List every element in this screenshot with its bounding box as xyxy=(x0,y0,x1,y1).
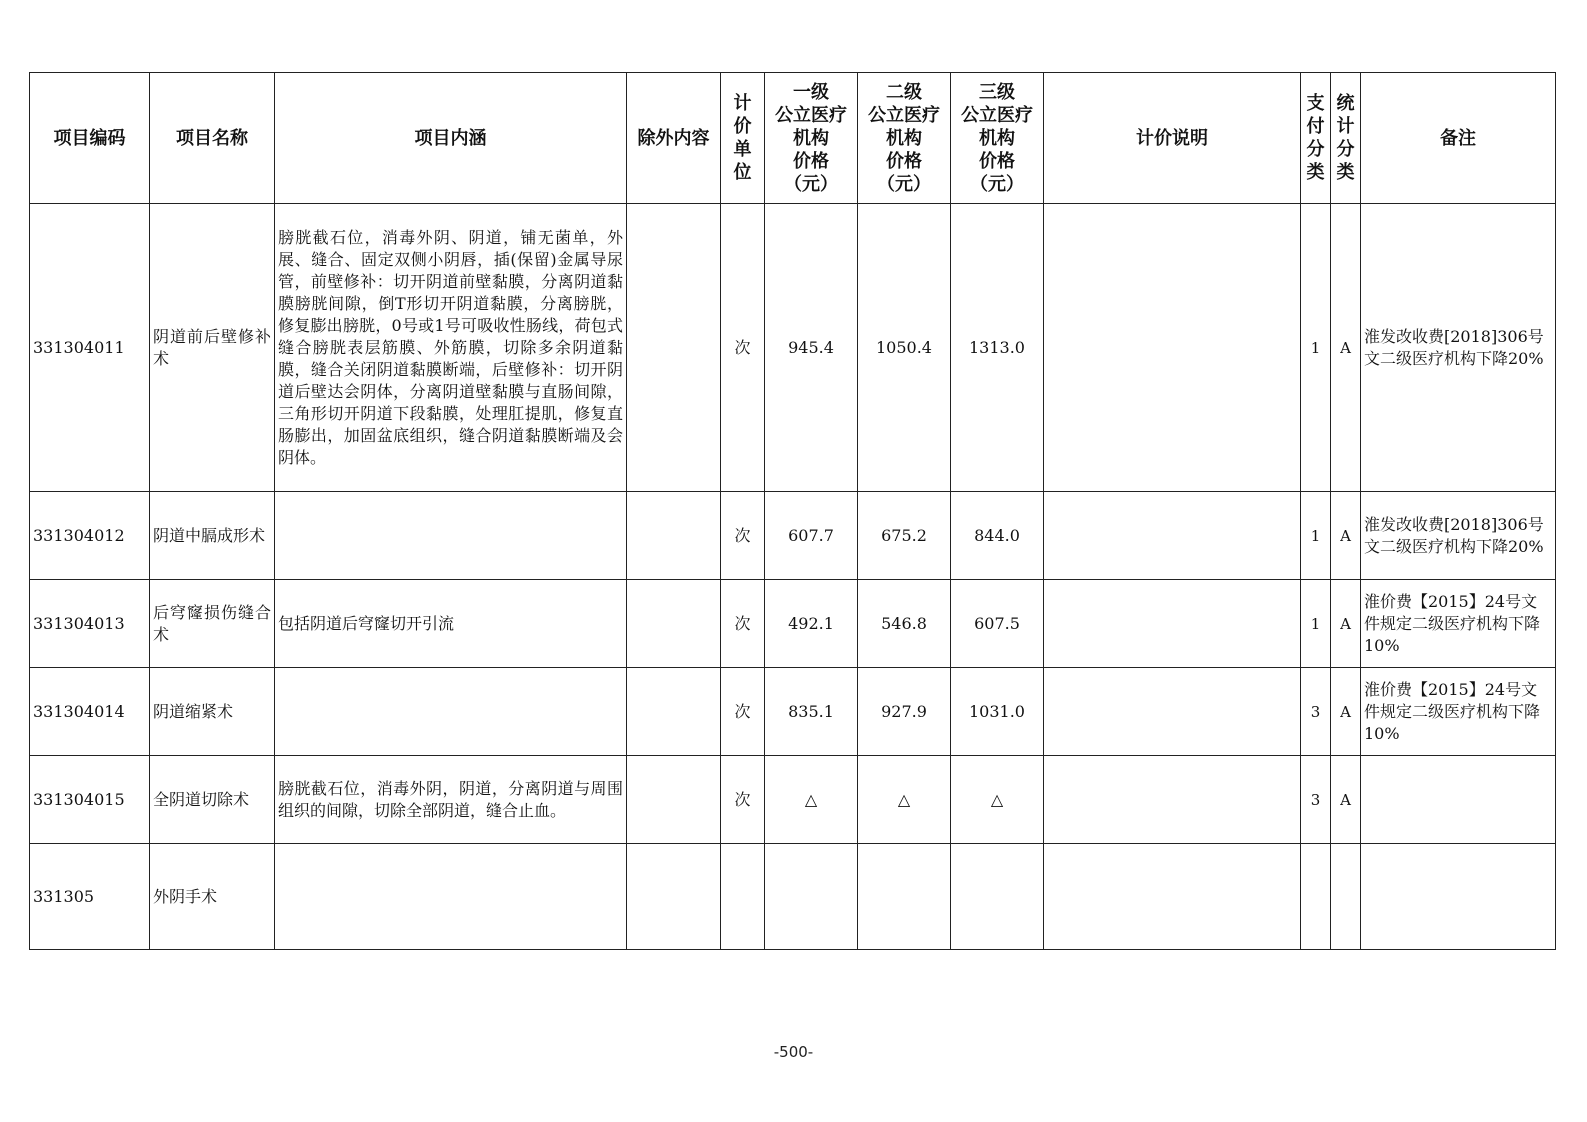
cell-excluded xyxy=(627,756,721,844)
header-name: 项目名称 xyxy=(150,73,275,204)
header-code: 项目编码 xyxy=(30,73,150,204)
cell-price-level1: 492.1 xyxy=(765,580,858,668)
cell-excluded xyxy=(627,492,721,580)
cell-name: 阴道缩紧术 xyxy=(150,668,275,756)
cell-price-level1 xyxy=(765,844,858,950)
header-price-level2: 二级 公立医疗 机构 价格 （元） xyxy=(858,73,951,204)
cell-payment-class: 3 xyxy=(1301,668,1331,756)
header-content: 项目内涵 xyxy=(275,73,627,204)
cell-excluded xyxy=(627,844,721,950)
cell-unit: 次 xyxy=(721,492,765,580)
header-row xyxy=(30,73,1556,204)
cell-pricing-note xyxy=(1044,204,1301,492)
cell-price-level3: 844.0 xyxy=(951,492,1044,580)
cell-price-level3 xyxy=(951,844,1044,950)
cell-price-level3: 1031.0 xyxy=(951,668,1044,756)
cell-stat-class: A xyxy=(1331,668,1361,756)
cell-content: 包括阴道后穹窿切开引流 xyxy=(275,580,627,668)
cell-price-level2: 675.2 xyxy=(858,492,951,580)
cell-name: 阴道前后壁修补术 xyxy=(150,204,275,492)
cell-payment-class: 1 xyxy=(1301,492,1331,580)
cell-price-level3: 607.5 xyxy=(951,580,1044,668)
cell-payment-class: 1 xyxy=(1301,204,1331,492)
cell-payment-class: 3 xyxy=(1301,756,1331,844)
cell-unit: 次 xyxy=(721,668,765,756)
cell-content xyxy=(275,492,627,580)
header-pricing-note: 计价说明 xyxy=(1044,73,1301,204)
cell-price-level2: 1050.4 xyxy=(858,204,951,492)
header-price-level1: 一级 公立医疗 机构 价格 （元） xyxy=(765,73,858,204)
cell-payment-class xyxy=(1301,844,1331,950)
cell-unit: 次 xyxy=(721,580,765,668)
cell-stat-class: A xyxy=(1331,492,1361,580)
page-number: -500- xyxy=(773,1043,814,1061)
cell-content: 膀胱截石位，消毒外阴、阴道，铺无菌单，外展、缝合、固定双侧小阴唇，插(保留)金属导尿管，前壁修补：切开阴道前壁黏膜，分离阴道黏膜膀胱间隙，倒T形切开阴道黏膜，分离膀胱，修复膨出膀胱，0号或1号可吸收性肠线，荷包式缝合膀胱表层筋膜、外筋膜，切除多余阴道黏膜，缝合关闭阴道黏膜断端，后壁修补：切开阴道后壁达会阴体，分离阴道壁黏膜与直肠间隙，三角形切开阴道下段黏膜，处理肛提肌，修复直肠膨出，加固盆底组织，缝合阴道黏膜断端及会阴体。 xyxy=(275,204,627,492)
cell-unit: 次 xyxy=(721,756,765,844)
cell-remark xyxy=(1361,844,1556,950)
cell-pricing-note xyxy=(1044,844,1301,950)
cell-name: 全阴道切除术 xyxy=(150,756,275,844)
cell-pricing-note xyxy=(1044,668,1301,756)
cell-pricing-note xyxy=(1044,492,1301,580)
table-row xyxy=(30,756,1556,844)
cell-name: 后穹窿损伤缝合术 xyxy=(150,580,275,668)
table-row xyxy=(30,492,1556,580)
cell-remark xyxy=(1361,756,1556,844)
cell-remark: 淮价费【2015】24号文件规定二级医疗机构下降10% xyxy=(1361,580,1556,668)
cell-stat-class xyxy=(1331,844,1361,950)
table-row xyxy=(30,580,1556,668)
cell-excluded xyxy=(627,668,721,756)
table-row xyxy=(30,668,1556,756)
cell-name: 阴道中膈成形术 xyxy=(150,492,275,580)
cell-price-level1: 835.1 xyxy=(765,668,858,756)
header-price-level3: 三级 公立医疗 机构 价格 （元） xyxy=(951,73,1044,204)
cell-content xyxy=(275,844,627,950)
cell-remark: 淮发改收费[2018]306号文二级医疗机构下降20% xyxy=(1361,492,1556,580)
cell-code: 331304014 xyxy=(30,668,150,756)
cell-price-level1: 945.4 xyxy=(765,204,858,492)
cell-price-level2 xyxy=(858,844,951,950)
cell-code: 331304015 xyxy=(30,756,150,844)
cell-stat-class: A xyxy=(1331,204,1361,492)
cell-price-level2: △ xyxy=(858,756,951,844)
cell-pricing-note xyxy=(1044,756,1301,844)
header-stat-class: 统 计 分 类 xyxy=(1331,73,1361,204)
cell-price-level2: 927.9 xyxy=(858,668,951,756)
cell-price-level2: 546.8 xyxy=(858,580,951,668)
cell-code: 331304011 xyxy=(30,204,150,492)
cell-excluded xyxy=(627,580,721,668)
header-unit: 计 价 单 位 xyxy=(721,73,765,204)
cell-remark: 淮价费【2015】24号文件规定二级医疗机构下降10% xyxy=(1361,668,1556,756)
header-remark: 备注 xyxy=(1361,73,1556,204)
table-row xyxy=(30,844,1556,950)
cell-payment-class: 1 xyxy=(1301,580,1331,668)
cell-content xyxy=(275,668,627,756)
cell-price-level1: 607.7 xyxy=(765,492,858,580)
cell-stat-class: A xyxy=(1331,756,1361,844)
cell-price-level3: 1313.0 xyxy=(951,204,1044,492)
header-excluded: 除外内容 xyxy=(627,73,721,204)
cell-code: 331304013 xyxy=(30,580,150,668)
cell-remark: 淮发改收费[2018]306号文二级医疗机构下降20% xyxy=(1361,204,1556,492)
cell-excluded xyxy=(627,204,721,492)
table-row xyxy=(30,204,1556,492)
cell-content: 膀胱截石位，消毒外阴，阴道，分离阴道与周围组织的间隙，切除全部阴道，缝合止血。 xyxy=(275,756,627,844)
cell-unit: 次 xyxy=(721,204,765,492)
cell-name: 外阴手术 xyxy=(150,844,275,950)
cell-code: 331304012 xyxy=(30,492,150,580)
cell-price-level1: △ xyxy=(765,756,858,844)
cell-price-level3: △ xyxy=(951,756,1044,844)
cell-pricing-note xyxy=(1044,580,1301,668)
cell-unit xyxy=(721,844,765,950)
cell-code: 331305 xyxy=(30,844,150,950)
cell-stat-class: A xyxy=(1331,580,1361,668)
price-table xyxy=(29,72,1556,950)
header-payment-class: 支 付 分 类 xyxy=(1301,73,1331,204)
